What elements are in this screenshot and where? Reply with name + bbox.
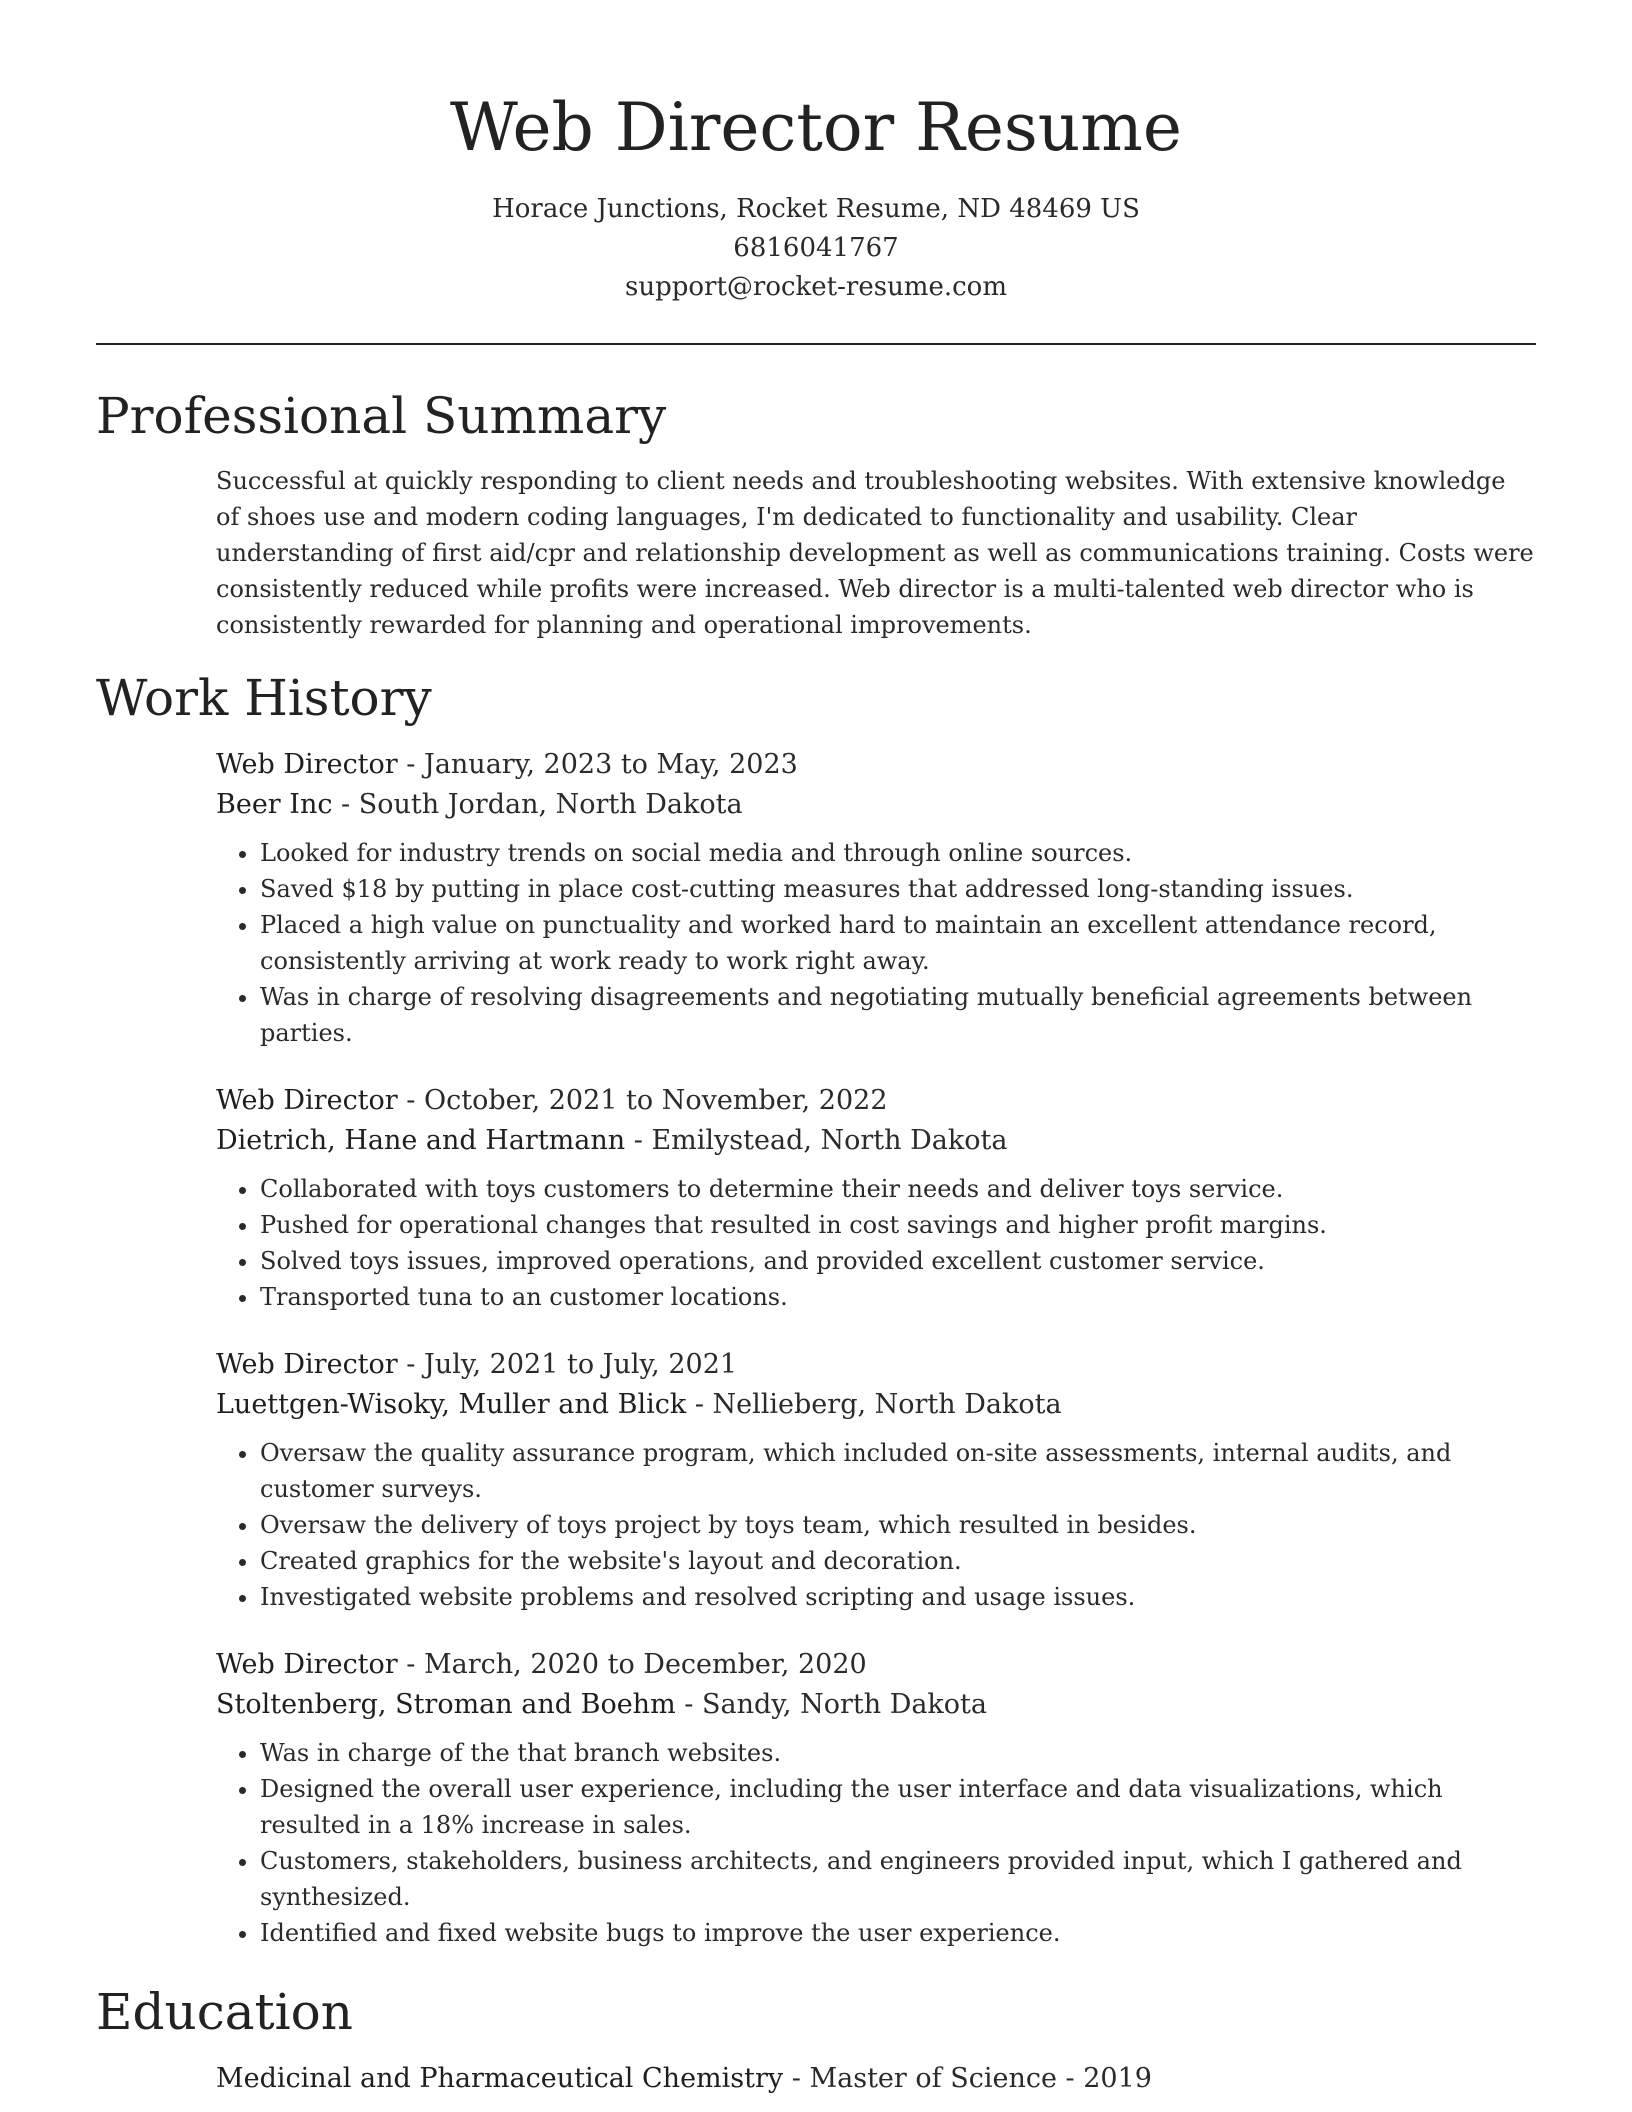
job-company: Dietrich, Hane and Hartmann [216,1125,626,1156]
job-location: Nellieberg, North Dakota [712,1389,1062,1420]
job-company: Beer Inc [216,789,333,820]
duty-item: • Looked for industry trends on social media and through online sources. [260,835,1536,871]
job-dates: March, 2020 to December, 2020 [424,1649,867,1680]
duty-item: • Was in charge of the that branch websites. [260,1735,1536,1771]
job-title-line [216,1081,1536,1121]
job-location: Sandy, North Dakota [701,1689,988,1720]
job-duties [216,1435,1536,1615]
job-entry [216,745,1536,1051]
job-company-line [216,1385,1536,1425]
job-company: Luettgen-Wisoky, Muller and Blick [216,1389,687,1420]
education-field: Medicinal and Pharmaceutical Chemistry [216,2063,784,2094]
education-heading: Education [96,1983,353,2041]
duty-item: • Placed a high value on punctuality and worked hard to maintain an excellent attendance record, consistently arriving at work ready to work right away. [260,907,1536,979]
resume-header [96,88,1536,307]
duty-item: • Identified and fixed website bugs to improve the user experience. [260,1915,1536,1951]
separator: - [675,1689,702,1720]
job-duties [216,1735,1536,1951]
job-title: Web Director [216,749,398,780]
job-title-line [216,1345,1536,1385]
education-entry [216,2059,1536,2099]
job-entry [216,1645,1536,1951]
summary-section [96,385,1536,643]
duty-item: • Solved toys issues, improved operations, and provided excellent customer service. [260,1243,1536,1279]
job-company: Stoltenberg, Stroman and Boehm [216,1689,676,1720]
separator: - [625,1125,652,1156]
duty-item: • Was in charge of resolving disagreements and negotiating mutually beneficial agreements between parties. [260,979,1536,1051]
work-history-section [96,667,1536,1951]
duty-item: • Collaborated with toys customers to determine their needs and deliver toys service. [260,1171,1536,1207]
separator: - [397,1085,424,1116]
summary-heading: Professional Summary [96,387,667,445]
resume-title: Web Director Resume [450,89,1182,166]
job-title: Web Director [216,1349,398,1380]
separator: - [397,1349,424,1380]
job-duties [216,1171,1536,1315]
duty-item: • Oversaw the quality assurance program, which included on-site assessments, internal audits, and customer surveys. [260,1435,1536,1507]
duty-item: • Transported tuna to an customer locations. [260,1279,1536,1315]
education-year: 2019 [1083,2063,1152,2094]
separator: - [397,1649,424,1680]
job-location: Emilystead, North Dakota [651,1125,1008,1156]
duty-item: • Customers, stakeholders, business architects, and engineers provided input, which I gathered and synthesized. [260,1843,1536,1915]
work-history-heading: Work History [96,669,432,727]
separator: - [686,1389,713,1420]
job-dates: July, 2021 to July, 2021 [424,1349,738,1380]
job-duties [216,835,1536,1051]
separator: - [397,749,424,780]
job-title: Web Director [216,1649,398,1680]
job-title-line [216,1645,1536,1685]
duty-item: • Oversaw the delivery of toys project by toys team, which resulted in besides. [260,1507,1536,1543]
separator: - [783,2063,810,2094]
education-section [96,1981,1536,2099]
header-divider [96,343,1536,345]
duty-item: • Saved $18 by putting in place cost-cutting measures that addressed long-standing issues. [260,871,1536,907]
separator: - [1056,2063,1084,2094]
contact-phone: 6816041767 [733,233,899,263]
job-entry [216,1081,1536,1315]
job-dates: January, 2023 to May, 2023 [424,749,798,780]
contact-address: Horace Junctions, Rocket Resume, ND 48469 US [492,194,1140,224]
job-company-line [216,785,1536,825]
job-title-line [216,745,1536,785]
separator: - [332,789,359,820]
job-location: South Jordan, North Dakota [358,789,743,820]
summary-text: Successful at quickly responding to client needs and troubleshooting websites. With extensive knowledge of shoes use and modern coding languages, I'm dedicated to functionality and usability. Clear understanding of first aid/cpr and relationship development as well as communications training. Costs were consistently reduced while profits were increased. Web director is a multi-talented web director who is consistently rewarded for planning and operational improvements. [216,467,1534,639]
duty-item: • Pushed for operational changes that resulted in cost savings and higher profit margins. [260,1207,1536,1243]
job-company-line [216,1121,1536,1161]
duty-item: • Created graphics for the website's layout and decoration. [260,1543,1536,1579]
job-dates: October, 2021 to November, 2022 [424,1085,888,1116]
job-company-line [216,1685,1536,1725]
duty-item: • Designed the overall user experience, including the user interface and data visualizations, which resulted in a 18% increase in sales. [260,1771,1536,1843]
education-degree: Master of Science [809,2063,1057,2094]
duty-item: • Investigated website problems and resolved scripting and usage issues. [260,1579,1536,1615]
job-entry [216,1345,1536,1615]
job-title: Web Director [216,1085,398,1116]
contact-email: support@rocket-resume.com [624,272,1007,302]
